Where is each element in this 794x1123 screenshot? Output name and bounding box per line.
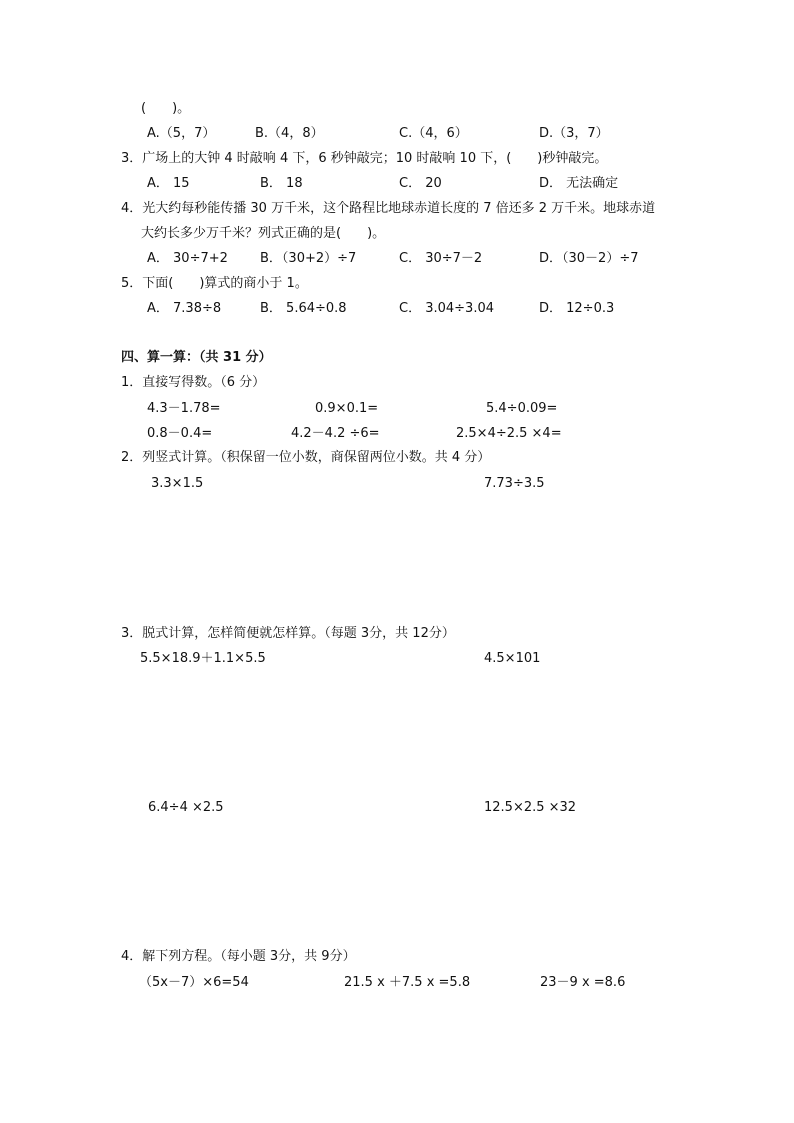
- part-3-title: 3．脱式计算，怎样简便就怎样算。（每题 3分，共 12分）: [121, 626, 455, 641]
- part-4-title: 4．解下列方程。（每小题 3分，共 9分）: [121, 949, 356, 964]
- part-1-title: 1．直接写得数。（6 分）: [121, 375, 266, 390]
- p4-equation-3: 23－9 x =8.6: [540, 975, 626, 990]
- question-4-line-2: 大约长多少万千米？列式正确的是( )。: [141, 226, 386, 241]
- p4-equation-2: 21.5 x ＋7.5 x =5.8: [344, 975, 471, 990]
- question-5: 5．下面( )算式的商小于 1。: [121, 276, 308, 291]
- q5-option-c: C． 3.04÷3.04: [399, 301, 494, 316]
- q3-option-a: A． 15: [147, 176, 190, 191]
- q2-option-b: B.（4，8）: [255, 126, 324, 141]
- q2-option-c: C.（4，6）: [399, 126, 468, 141]
- q4-option-c: C． 30÷7－2: [399, 251, 483, 266]
- q3-option-c: C． 20: [399, 176, 442, 191]
- p1-item-4: 0.8－0.4=: [147, 426, 213, 441]
- p1-item-3: 5.4÷0.09=: [486, 401, 558, 416]
- section-4-title: 四、算一算：（共 31 分）: [121, 350, 272, 365]
- p3-item-4: 12.5×2.5 ×32: [484, 800, 577, 815]
- p1-item-2: 0.9×0.1=: [315, 401, 379, 416]
- q5-option-b: B． 5.64÷0.8: [260, 301, 347, 316]
- q3-option-d: D． 无法确定: [539, 176, 619, 191]
- q2-option-a: A.（5，7）: [147, 126, 216, 141]
- p1-item-5: 4.2－4.2 ÷6=: [291, 426, 380, 441]
- p2-item-1: 3.3×1.5: [151, 476, 204, 491]
- q4-option-b: B．（30+2）÷7: [260, 251, 357, 266]
- p4-equation-1: （5x－7）×6=54: [139, 975, 249, 990]
- q4-option-d: D．（30－2）÷7: [539, 251, 639, 266]
- q5-option-a: A． 7.38÷8: [147, 301, 222, 316]
- part-2-title: 2．列竖式计算。（积保留一位小数，商保留两位小数。共 4 分）: [121, 450, 491, 465]
- question-4-line-1: 4．光大约每秒能传播 30 万千米，这个路程比地球赤道长度的 7 倍还多 2 万千米。地球赤道: [121, 201, 656, 216]
- p1-item-1: 4.3－1.78=: [147, 401, 221, 416]
- q2-answer-blank: ( )。: [141, 101, 191, 116]
- question-3: 3．广场上的大钟 4 时敲响 4 下，6 秒钟敲完；10 时敲响 10 下，( )秒钟敲完。: [121, 151, 608, 166]
- q3-option-b: B． 18: [260, 176, 303, 191]
- p3-item-1: 5.5×18.9＋1.1×5.5: [140, 651, 266, 666]
- p2-item-2: 7.73÷3.5: [484, 476, 545, 491]
- q5-option-d: D． 12÷0.3: [539, 301, 615, 316]
- p1-item-6: 2.5×4÷2.5 ×4=: [456, 426, 562, 441]
- q2-option-d: D.（3，7）: [539, 126, 609, 141]
- p3-item-3: 6.4÷4 ×2.5: [148, 800, 224, 815]
- p3-item-2: 4.5×101: [484, 651, 541, 666]
- q4-option-a: A． 30÷7+2: [147, 251, 228, 266]
